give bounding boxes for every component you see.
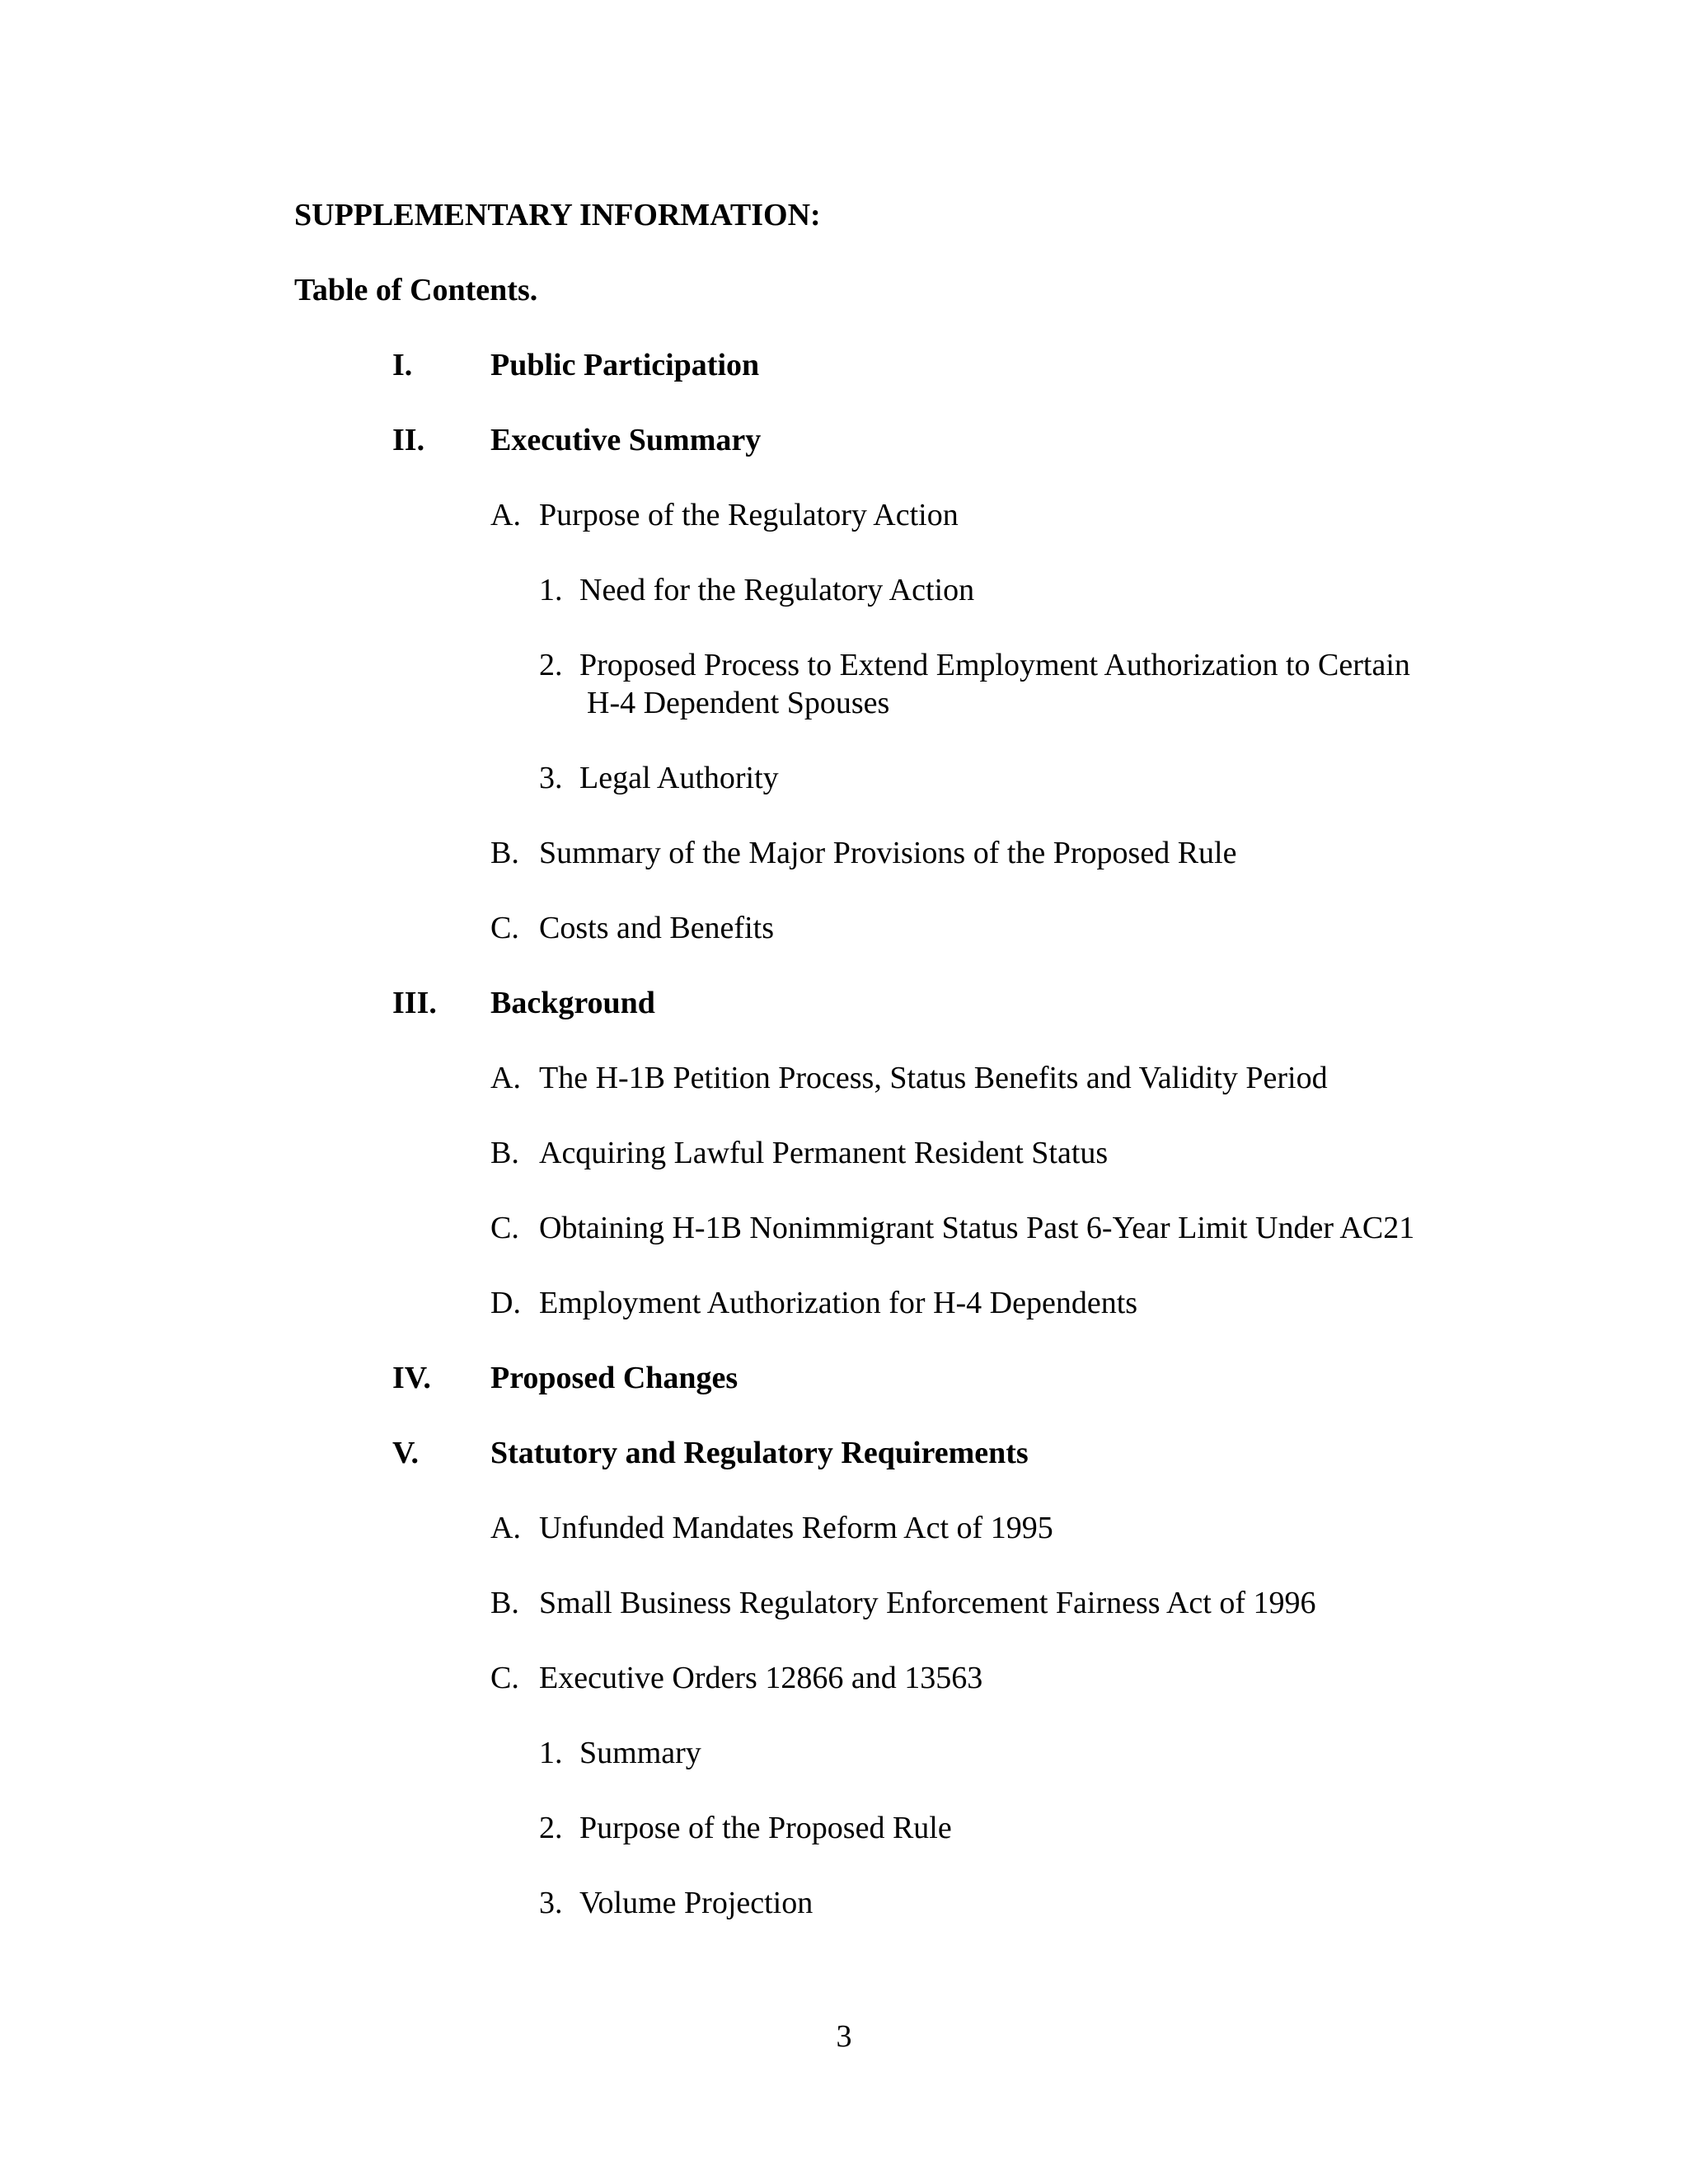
toc-entry-text: Executive Orders 12866 and 13563 [539,1661,983,1695]
toc-entry-num: B. [490,1586,519,1620]
supplementary-heading: SUPPLEMENTARY INFORMATION: [294,198,821,232]
toc-entry-text-continued: H-4 Dependent Spouses [587,686,890,720]
toc-entry-text: Proposed Process to Extend Employment Authorization to Certain [579,648,1410,682]
toc-entry-num: D. [490,1286,521,1320]
toc-entry-text: Volume Projection [579,1886,814,1920]
toc-entry-text: Executive Summary [490,423,762,457]
toc-entry-text: Unfunded Mandates Reform Act of 1995 [539,1511,1053,1545]
toc-entry-num: 3. [539,761,563,795]
toc-entry-text: Purpose of the Proposed Rule [579,1811,952,1845]
toc-entry-num: 1. [539,573,563,607]
toc-entry-text: Purpose of the Regulatory Action [539,498,959,532]
toc-entry-num: C. [490,1661,519,1695]
toc-entry-text: Proposed Changes [490,1361,738,1395]
toc-entry-num: C. [490,1211,519,1245]
toc-title: Table of Contents. [294,273,538,307]
toc-entry-text: Employment Authorization for H-4 Dependents [539,1286,1138,1320]
toc-entry-text: Acquiring Lawful Permanent Resident Status [539,1136,1109,1170]
toc-entry-num: 3. [539,1886,563,1920]
toc-entry-num: B. [490,836,519,870]
toc-entry-num: A. [490,1061,521,1095]
toc-entry-num: 2. [539,1811,563,1845]
toc-entry-text: Statutory and Regulatory Requirements [490,1436,1029,1470]
toc-entry-text: Need for the Regulatory Action [579,573,975,607]
toc-entry-text: Obtaining H-1B Nonimmigrant Status Past 6-Year Limit Under AC21 [539,1211,1415,1245]
toc-entry-text: Summary of the Major Provisions of the Proposed Rule [539,836,1237,870]
toc-entry-num: IV. [392,1361,431,1395]
toc-entry-num: A. [490,1511,521,1545]
toc-entry-num: I. [392,348,413,382]
toc-entry-num: B. [490,1136,519,1170]
toc-entry-num: A. [490,498,521,532]
toc-entry-text: Public Participation [490,348,760,382]
toc-entry-num: C. [490,911,519,945]
toc-entry-text: The H-1B Petition Process, Status Benefits and Validity Period [539,1061,1328,1095]
page-number: 3 [836,2019,852,2054]
toc-entry-text: Legal Authority [579,761,779,795]
toc-entry-text: Costs and Benefits [539,911,774,945]
toc-entry-num: III. [392,986,437,1020]
toc-entry-text: Small Business Regulatory Enforcement Fairness Act of 1996 [539,1586,1316,1620]
toc-entry-text: Background [490,986,655,1020]
toc-entry-num: V. [392,1436,420,1470]
toc-entry-num: 2. [539,648,563,682]
toc-entry-text: Summary [579,1736,701,1770]
toc-entry-num: 1. [539,1736,563,1770]
toc-entry-num: II. [392,423,425,457]
